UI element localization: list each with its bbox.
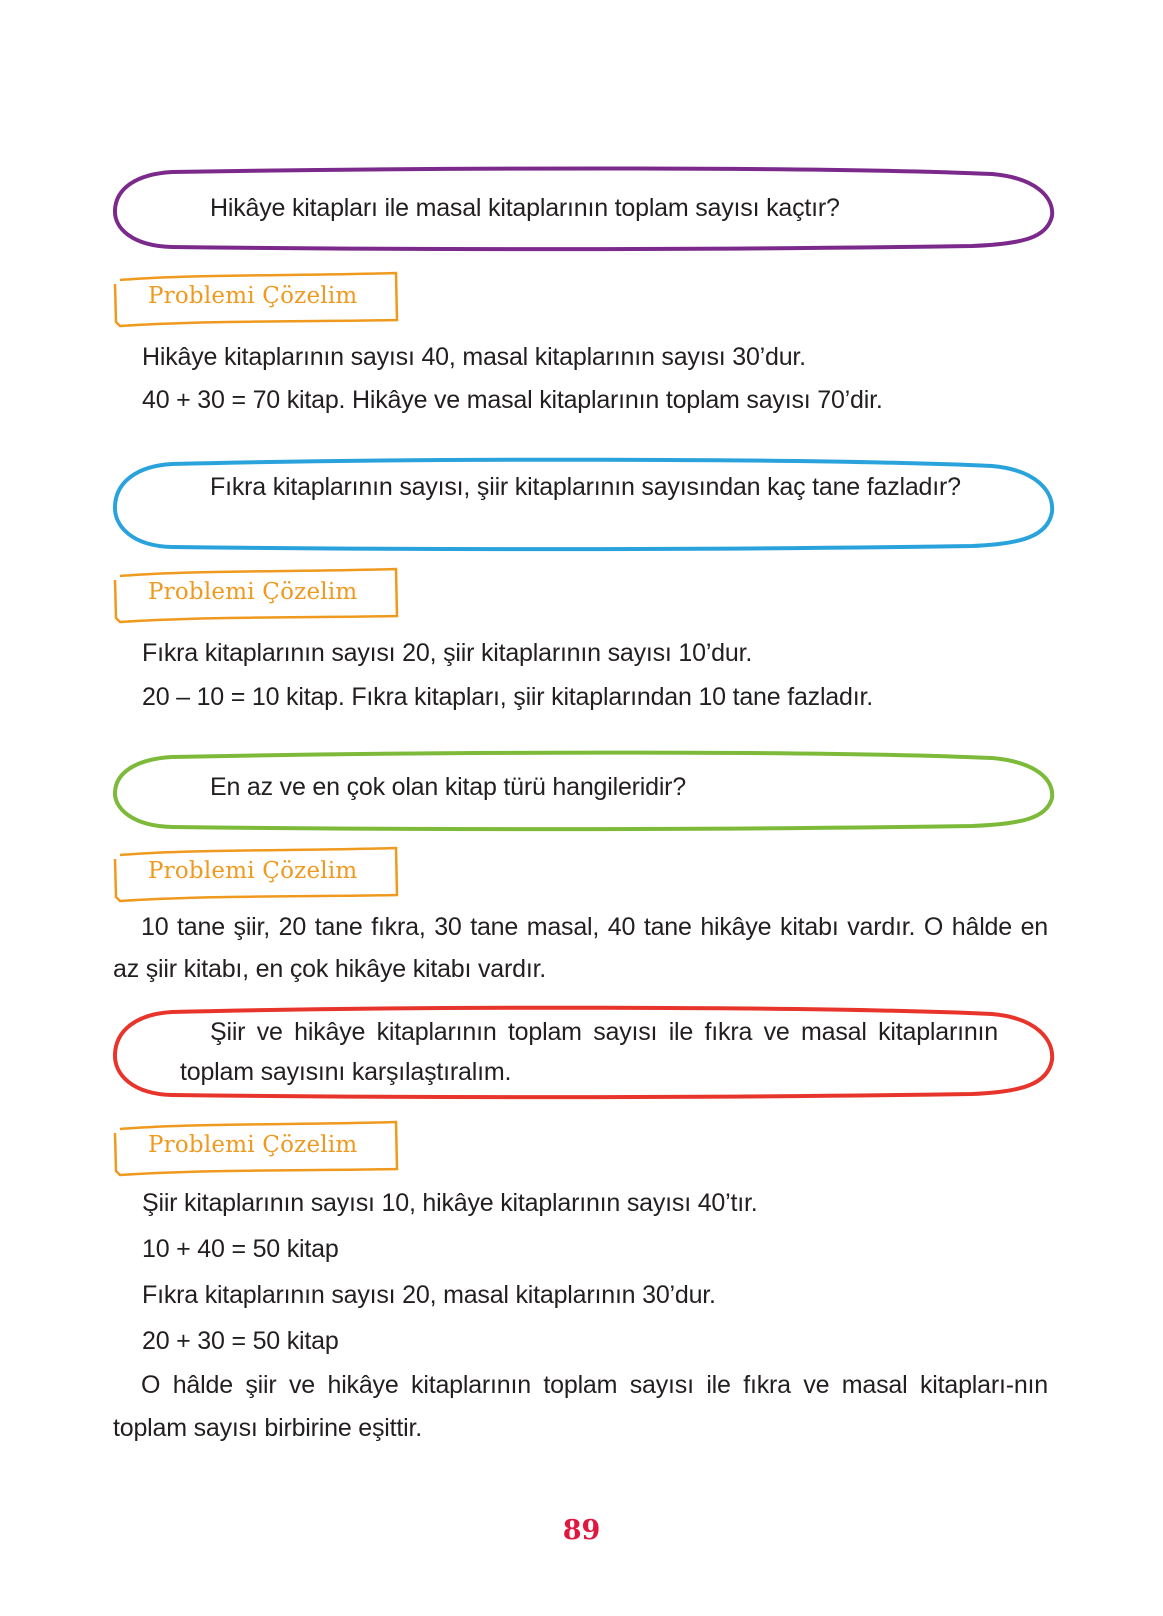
solution-line: Fıkra kitaplarının sayısı 20, masal kitaplarının 30’dur. — [142, 1281, 716, 1309]
question-bubble-3 — [112, 752, 1052, 830]
solution-line: Şiir kitaplarının sayısı 10, hikâye kitaplarının sayısı 40’tır. — [142, 1189, 758, 1217]
solution-line: Fıkra kitaplarının sayısı 20, şiir kitaplarının sayısı 10’dur. — [142, 639, 753, 667]
solution-line: Hikâye kitaplarının sayısı 40, masal kitaplarının sayısı 30’dur. — [142, 343, 806, 371]
page-number: 89 — [562, 1515, 601, 1546]
solution-paragraph: O hâlde şiir ve hikâye kitaplarının toplam sayısı ile fıkra ve masal kitapları-nın toplam sayısı birbirine eşittir. — [113, 1371, 1048, 1442]
solution-line: 10 + 40 = 50 kitap — [142, 1235, 339, 1263]
label-text: Problemi Çözelim — [148, 858, 358, 884]
solution-line: 40 + 30 = 70 kitap. Hikâye ve masal kitaplarının toplam sayısı 70’dir. — [142, 386, 883, 414]
label-text: Problemi Çözelim — [148, 1132, 358, 1158]
solution-line: 20 + 30 = 50 kitap — [142, 1327, 339, 1355]
question-text: En az ve en çok olan kitap türü hangileridir? — [210, 773, 687, 801]
label-text: Problemi Çözelim — [148, 283, 358, 309]
question-bubble-1 — [112, 168, 1052, 250]
solution-paragraph: 10 tane şiir, 20 tane fıkra, 30 tane masal, 40 tane hikâye kitabı vardır. O hâlde en az şiir kitabı, en çok hikâye kitabı vardır. — [113, 913, 1048, 983]
problem-label-2 — [112, 566, 400, 622]
question-bubble-2 — [112, 458, 1052, 550]
question-bubble-4 — [112, 1006, 1052, 1098]
question-text: Fıkra kitaplarının sayısı, şiir kitaplarının sayısından kaç tane fazladır? — [210, 473, 961, 501]
solution-line: 20 – 10 = 10 kitap. Fıkra kitapları, şiir kitaplarından 10 tane fazladır. — [142, 683, 873, 711]
question-text: Şiir ve hikâye kitaplarının toplam sayısı ile fıkra ve masal kitaplarının toplam sayısını karşılaştıralım. — [180, 1018, 998, 1086]
question-text: Hikâye kitapları ile masal kitaplarının toplam sayısı kaçtır? — [210, 194, 840, 222]
problem-label-1 — [112, 270, 400, 326]
problem-label-4 — [112, 1119, 400, 1175]
label-text: Problemi Çözelim — [148, 579, 358, 605]
problem-label-3 — [112, 845, 400, 901]
